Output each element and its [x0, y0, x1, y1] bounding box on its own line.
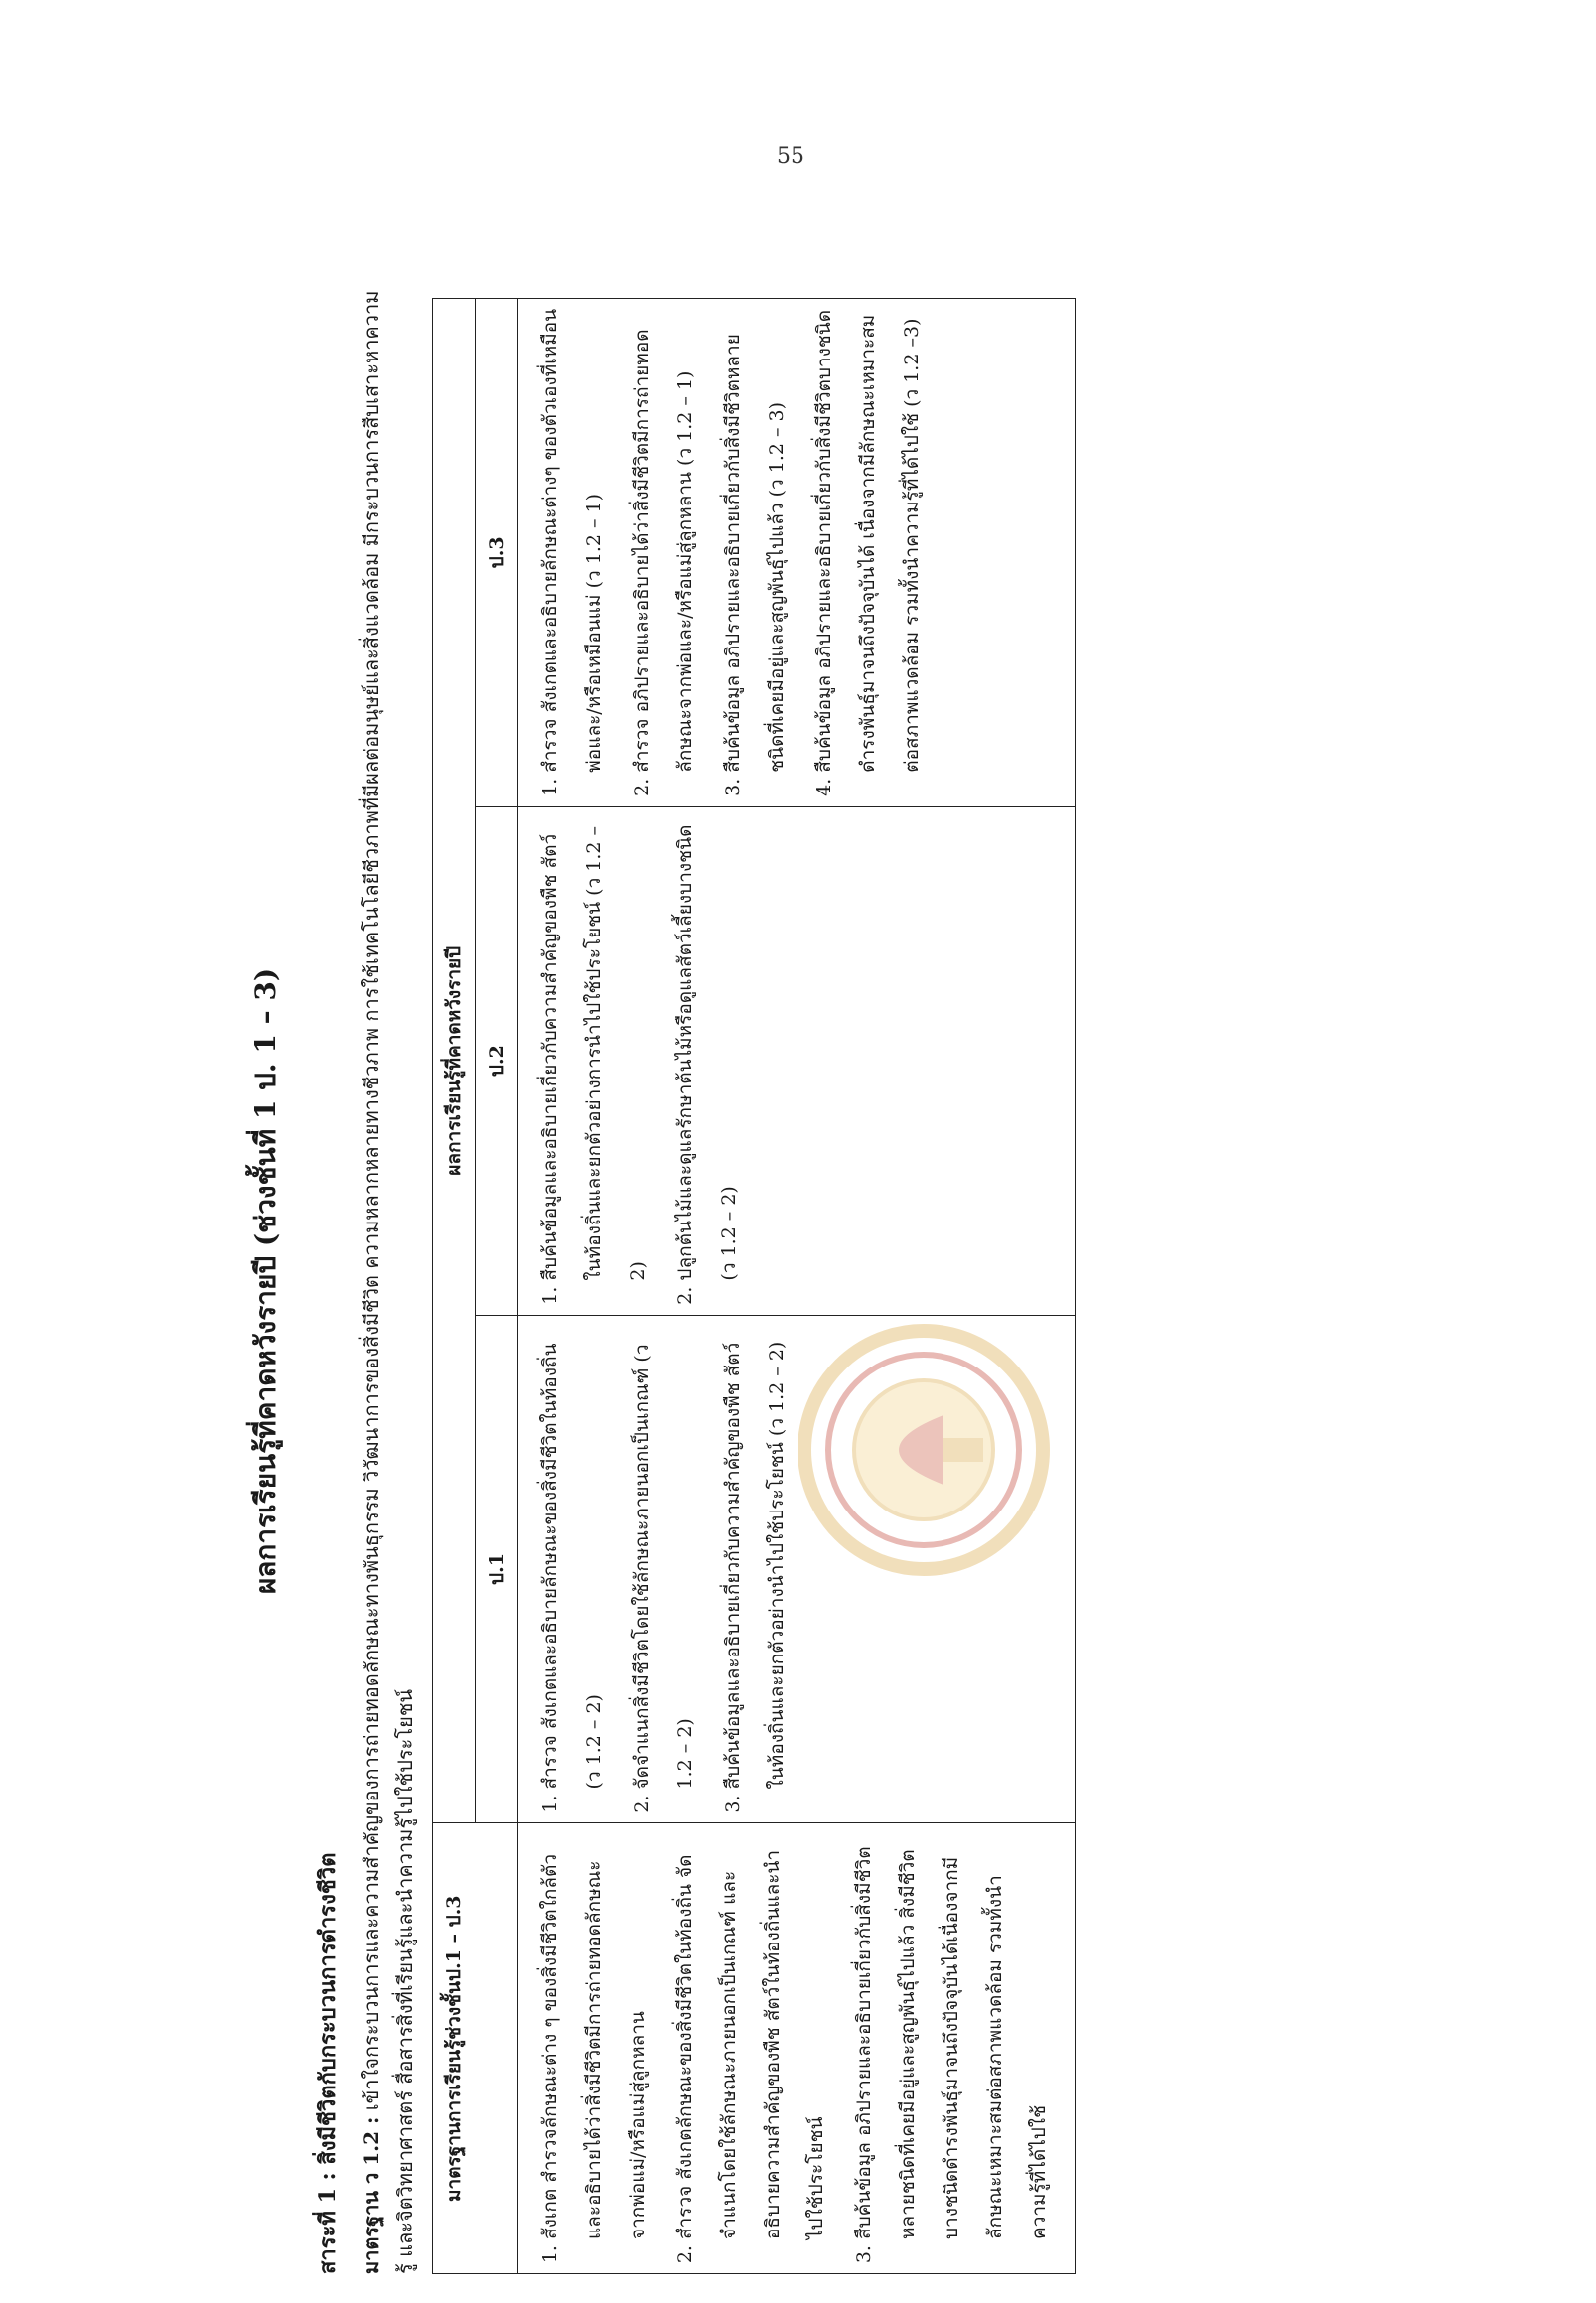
header-grade-p1: ป.1 [476, 1315, 518, 1823]
page-number: 55 [777, 144, 804, 169]
ministry-emblem-seal-icon [795, 1321, 1053, 1579]
standard-text: เข้าใจกระบวนการและความสำคัญของการถ่ายทอดลักษณะทางพันธุกรรม วิวัฒนาการของสิ่งมีชีวิต ความหลากหลายทางชีวภาพ การใช้เทคโนโลยีชีวภาพที่มีผลต่อมนุษย์และสิ่งแวดล้อม มีกระบวนการสืบเสาะหาความรู้ และจิตวิทยาศาสตร์ สื่อสารสิ่งที่เรียนรู้และนำความรู้ไปใช้ประโยชน์ [360, 290, 417, 2274]
list-item: 2. ปลูกต้นไม้และดูแลรักษาต้นไม้หรือดูแลสัตว์เลี้ยงบางชนิด (ว 1.2 – 2) [663, 815, 751, 1281]
list-item: 3. สืบค้นข้อมูล อภิปรายและอธิบายเกี่ยวกับสิ่งมีชีวิตหลายชนิดที่เคยมีอยู่และสูญพันธุ์ไปแล้ว สิ่งมีชีวิตบางชนิดดำรงพันธุ์มาจนถึงปัจจุบันได้เนื่องจากมีลักษณะเหมาะสมต่อสภาพแวดล้อม รวมทั้งนำความรู้ที่ได้ไปใช้ [842, 1831, 1061, 2239]
list-item: 2. สำรวจ อภิปรายและอธิบายได้ว่าสิ่งมีชีวิตมีการถ่ายทอดลักษณะจากพ่อและ/หรือแม่สู่ลูกหลาน (ว 1.2 – 1) [620, 307, 707, 773]
standard-label: มาตรฐาน ว 1.2 : [360, 2116, 383, 2274]
list-item: 3. สืบค้นข้อมูล อภิปรายและอธิบายเกี่ยวกับสิ่งมีชีวิตหลายชนิดที่เคยมีอยู่และสูญพันธุ์ไปแล้ว (ว 1.2 – 3) [711, 307, 798, 773]
header-grade-p3: ป.3 [476, 299, 518, 807]
p3-cell [518, 299, 1076, 807]
table-row [518, 299, 1076, 2274]
list-item: 1. สืบค้นข้อมูลและอธิบายเกี่ยวกับความสำคัญของพืช สัตว์ในท้องถิ่นและยกตัวอย่างการนำไปใช้ประโยชน์ (ว 1.2 – 2) [528, 815, 659, 1281]
list-item: 3. สืบค้นข้อมูลและอธิบายเกี่ยวกับความสำคัญของพืช สัตว์ในท้องถิ่นและยกตัวอย่างนำไปใช้ประโยชน์ (ว 1.2 – 2) [711, 1324, 798, 1790]
list-item: 2. สำรวจ สังเกตลักษณะของสิ่งมีชีวิตในท้องถิ่น จัดจำแนกโดยใช้ลักษณะภายนอกเป็นเกณฑ์ และอธิบายความสำคัญของพืช สัตว์ในท้องถิ่นและนำไปใช้ประโยชน์ [663, 1831, 838, 2239]
header-standard: มาตรฐานการเรียนรู้ช่วงชั้นป.1 – ป.3 [433, 1823, 518, 2274]
standard-paragraph [355, 288, 422, 2274]
list-item: 1. สำรวจ สังเกตและอธิบายลักษณะของสิ่งมีชีวิตในท้องถิ่น (ว 1.2 – 2) [528, 1324, 616, 1790]
standards-cell [518, 1823, 1076, 2274]
list-item: 1. สำรวจ สังเกตและอธิบายลักษณะต่างๆ ของตัวเองที่เหมือนพ่อและ/หรือเหมือนแม่ (ว 1.2 – 1) [528, 307, 616, 773]
outcomes-table [432, 298, 1076, 2274]
list-item: 1. สังเกต สำรวจลักษณะต่าง ๆ ของสิ่งมีชีวิตใกล้ตัวและอธิบายได้ว่าสิ่งมีชีวิตมีการถ่ายทอดลักษณะจากพ่อแม่/หรือแม่สู่ลูกหลาน [528, 1831, 659, 2239]
strand-heading: สาระที่ 1 : สิ่งมีชีวิตกับกระบวนการดำรงชีวิต [315, 1852, 341, 2274]
rotated-content [238, 288, 1410, 2274]
p2-cell [518, 806, 1076, 1315]
header-grade-p2: ป.2 [476, 806, 518, 1315]
page-title: ผลการเรียนรู้ที่คาดหวังรายปี (ช่วงชั้นที่ 1 ป. 1 – 3) [249, 967, 282, 1595]
list-item: 4. สืบค้นข้อมูล อภิปรายและอธิบายเกี่ยวกับสิ่งมีชีวิตบางชนิดดำรงพันธุ์มาจนถึงปัจจุบันได้ เนื่องจากมีลักษณะเหมาะสมต่อสภาพแวดล้อม รวมทั้งนำความรู้ที่ได้ไปใช้ (ว 1.2 –3) [802, 307, 934, 773]
header-outcomes: ผลการเรียนรู้ที่คาดหวังรายปี [433, 299, 476, 1823]
list-item: 2. จัดจำแนกสิ่งมีชีวิตโดยใช้ลักษณะภายนอกเป็นเกณฑ์ (ว 1.2 – 2) [620, 1324, 707, 1790]
